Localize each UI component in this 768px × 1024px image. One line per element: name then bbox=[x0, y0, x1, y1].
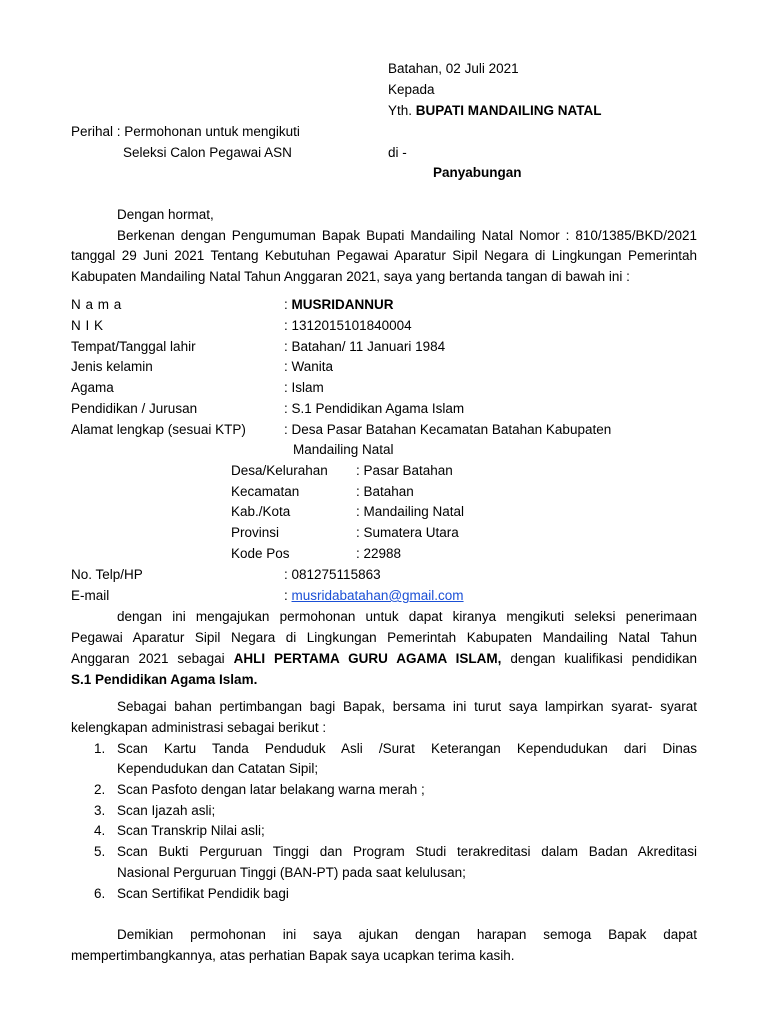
pendidikan-label: Pendidikan / Jurusan bbox=[71, 401, 198, 416]
alamat-value-1: : Desa Pasar Batahan Kecamatan Batahan Kabupaten bbox=[284, 422, 612, 437]
request-line-3 bbox=[71, 650, 697, 667]
telp-label: No. Telp/HP bbox=[71, 567, 143, 582]
list-item: Scan Kartu Tanda Penduduk Asli /Surat Keterangan Kependudukan dari Dinas bbox=[117, 741, 697, 756]
agama-label: Agama bbox=[71, 380, 114, 395]
list-item-cont: Kependudukan dan Catatan Sipil; bbox=[117, 761, 319, 776]
jk-value: : Wanita bbox=[284, 359, 334, 374]
list-number: 5. bbox=[94, 844, 106, 859]
nama-value: : MUSRIDANNUR bbox=[284, 297, 394, 312]
kodepos-value: : 22988 bbox=[356, 546, 402, 561]
intro-line-1: Berkenan dengan Pengumuman Bapak Bupati Mandailing Natal Nomor : 810/1385/BKD/2021 bbox=[117, 228, 697, 243]
list-number: 3. bbox=[94, 803, 106, 818]
desa-value: : Pasar Batahan bbox=[356, 463, 453, 478]
qualification: S.1 Pendidikan Agama Islam. bbox=[71, 672, 258, 687]
nik-value: : 1312015101840004 bbox=[284, 318, 412, 333]
request-line-2: Pegawai Aparatur Sipil Negara di Lingkungan Pemerintah Kabupaten Mandailing Natal Tahun bbox=[71, 630, 697, 645]
list-item: Scan Ijazah asli; bbox=[117, 803, 216, 818]
closing-line-1: Demikian permohonan ini saya ajukan dengan harapan semoga Bapak dapat bbox=[117, 927, 697, 942]
request-line-3-post: dengan kualifikasi pendidikan bbox=[501, 651, 697, 666]
list-item: Scan Transkrip Nilai asli; bbox=[117, 823, 265, 838]
provinsi-value: : Sumatera Utara bbox=[356, 525, 459, 540]
attach-line-2: kelengkapan administrasi sebagai berikut : bbox=[71, 720, 327, 735]
ttl-label: Tempat/Tanggal lahir bbox=[71, 339, 196, 354]
email-label: E-mail bbox=[71, 588, 110, 603]
nama-label: N a m a bbox=[71, 297, 122, 312]
request-line-1: dengan ini mengajukan permohonan untuk dapat kiranya mengikuti seleksi penerimaan bbox=[117, 609, 697, 624]
list-number: 1. bbox=[94, 741, 106, 756]
desa-label: Desa/Kelurahan bbox=[231, 463, 328, 478]
kecamatan-value: : Batahan bbox=[356, 484, 414, 499]
letter-date: Batahan, 02 Juli 2021 bbox=[388, 61, 519, 76]
list-item: Scan Sertifikat Pendidik bagi bbox=[117, 886, 289, 901]
list-number: 4. bbox=[94, 823, 106, 838]
provinsi-label: Provinsi bbox=[231, 525, 280, 540]
kabupaten-value: : Mandailing Natal bbox=[356, 504, 465, 519]
email-value: : musridabatahan@gmail.com bbox=[284, 588, 464, 603]
yth-prefix: Yth. bbox=[388, 103, 416, 118]
intro-line-3: Kabupaten Mandailing Natal Tahun Anggaran 2021, saya yang bertanda tangan di bawah ini : bbox=[71, 269, 630, 284]
list-number: 6. bbox=[94, 886, 106, 901]
list-item-cont: Nasional Perguruan Tinggi (BAN-PT) pada saat kelulusan; bbox=[117, 865, 466, 880]
recipient-city: Panyabungan bbox=[433, 165, 522, 180]
position-title: AHLI PERTAMA GURU AGAMA ISLAM, bbox=[233, 651, 502, 666]
intro-line-2: tanggal 29 Juni 2021 Tentang Kebutuhan Pegawai Aparatur Sipil Negara di Lingkungan Pemerintah bbox=[71, 248, 697, 263]
di-label: di - bbox=[388, 145, 407, 160]
subject-line-2: Seleksi Calon Pegawai ASN bbox=[123, 145, 292, 160]
alamat-value-2: Mandailing Natal bbox=[293, 442, 394, 457]
telp-value: : 081275115863 bbox=[284, 567, 381, 582]
closing-line-2: mempertimbangkannya, atas perhatian Bapak saya ucapkan terima kasih. bbox=[71, 948, 515, 963]
pendidikan-value: : S.1 Pendidikan Agama Islam bbox=[284, 401, 465, 416]
alamat-label: Alamat lengkap (sesuai KTP) bbox=[71, 422, 246, 437]
nama-value-text: MUSRIDANNUR bbox=[291, 297, 394, 312]
kodepos-label: Kode Pos bbox=[231, 546, 290, 561]
email-link[interactable]: musridabatahan@gmail.com bbox=[291, 588, 464, 603]
greeting: Dengan hormat, bbox=[117, 207, 214, 222]
ttl-value: : Batahan/ 11 Januari 1984 bbox=[284, 339, 446, 354]
recipient-name: BUPATI MANDAILING NATAL bbox=[415, 103, 602, 118]
attach-line-1: Sebagai bahan pertimbangan bagi Bapak, bersama ini turut saya lampirkan syarat- syarat bbox=[117, 699, 697, 714]
nik-label: N I K bbox=[71, 318, 104, 333]
kabupaten-label: Kab./Kota bbox=[231, 504, 291, 519]
agama-value: : Islam bbox=[284, 380, 324, 395]
list-number: 2. bbox=[94, 782, 106, 797]
recipient-line bbox=[388, 102, 602, 119]
kecamatan-label: Kecamatan bbox=[231, 484, 300, 499]
jk-label: Jenis kelamin bbox=[71, 359, 153, 374]
list-item: Scan Bukti Perguruan Tinggi dan Program Studi terakreditasi dalam Badan Akreditasi bbox=[117, 844, 697, 859]
list-item: Scan Pasfoto dengan latar belakang warna merah ; bbox=[117, 782, 425, 797]
subject-line: Perihal : Permohonan untuk mengikuti bbox=[71, 124, 300, 139]
request-line-3-pre: Anggaran 2021 sebagai bbox=[71, 651, 234, 666]
kepada-label: Kepada bbox=[388, 82, 435, 97]
